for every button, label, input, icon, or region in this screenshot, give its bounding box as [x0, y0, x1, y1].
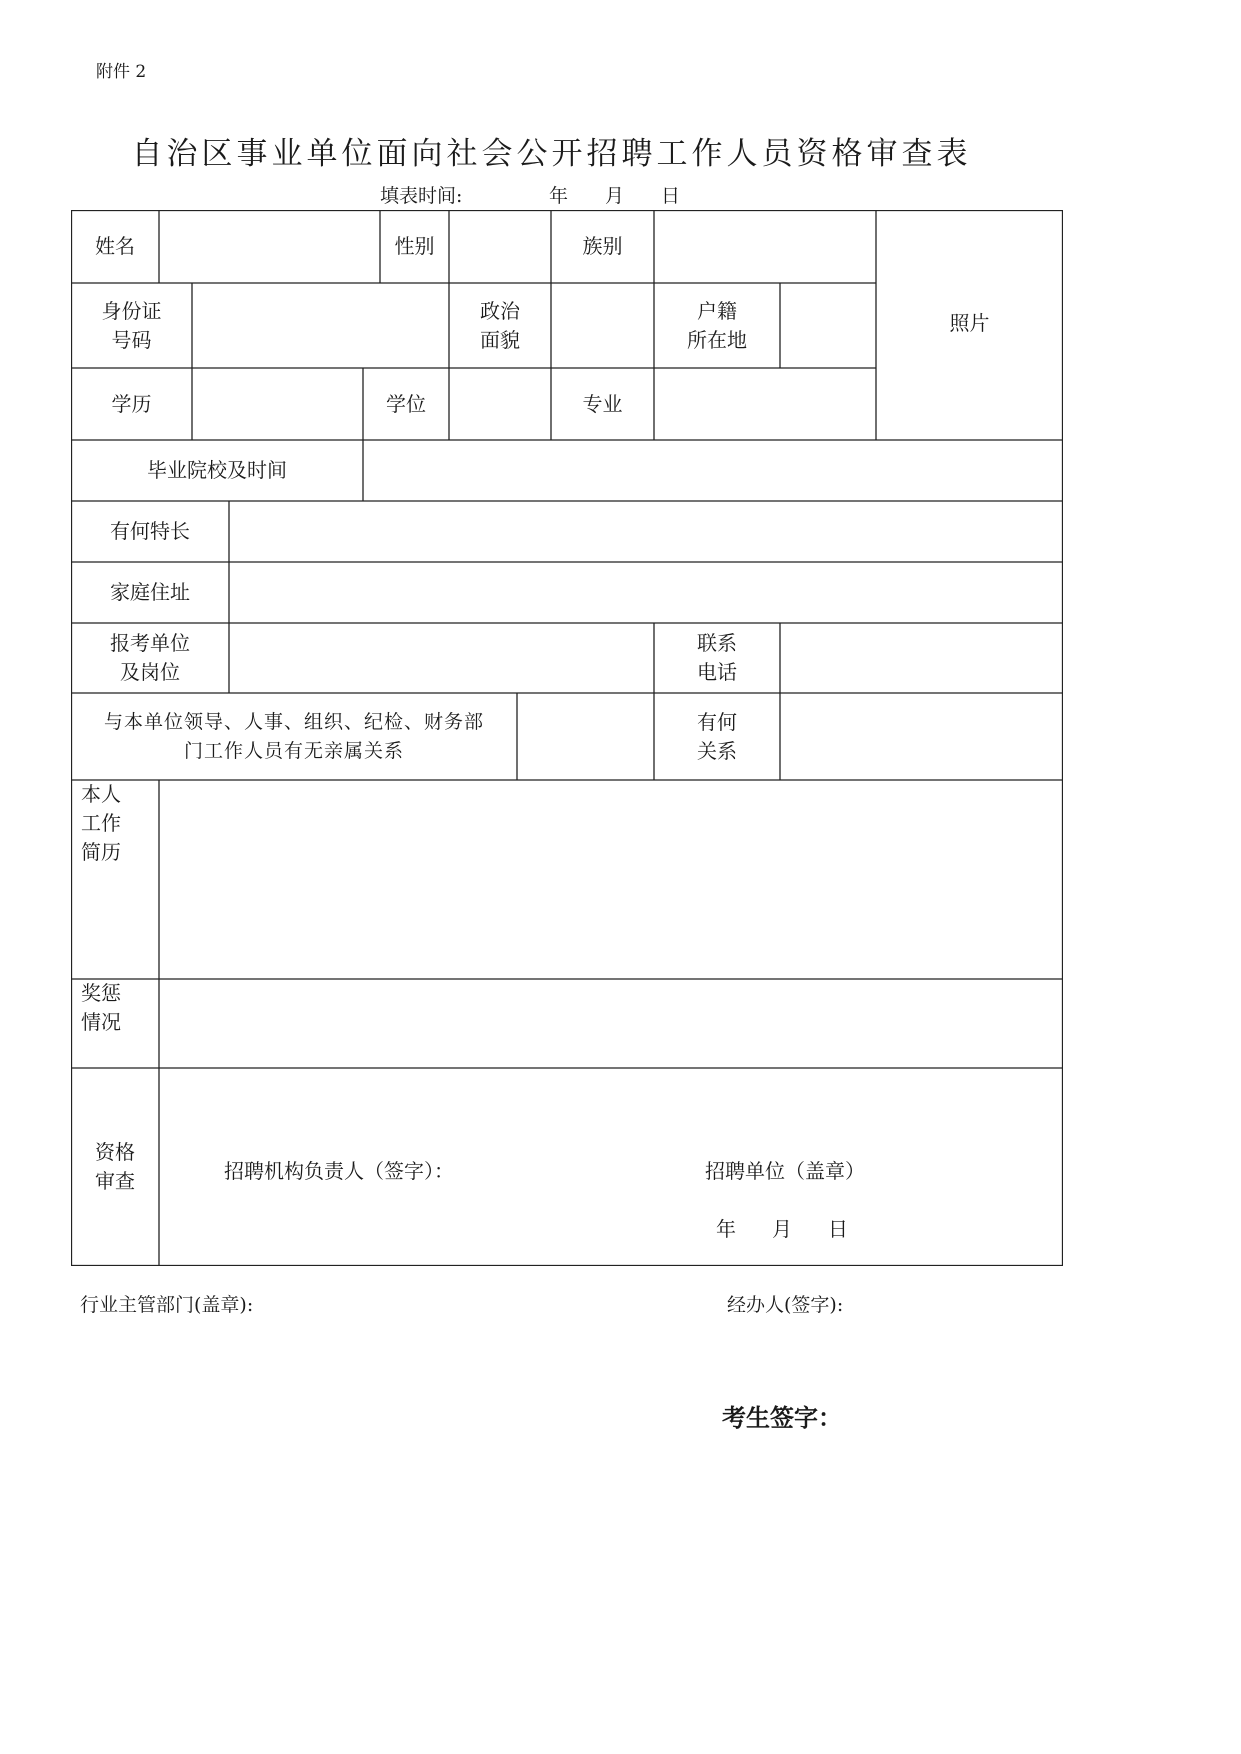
apply-unit-input-cell[interactable] [229, 623, 654, 693]
resume-label-line3: 简历 [81, 840, 121, 864]
resume-input-cell[interactable] [159, 780, 1063, 979]
school-label: 毕业院校及时间 [147, 458, 287, 482]
specialty-input-cell[interactable] [229, 501, 1063, 562]
id-number-input-cell[interactable] [192, 283, 449, 368]
degree-label: 学位 [386, 391, 426, 416]
review-form-table [71, 210, 1063, 1266]
phone-label-line2: 电话 [697, 660, 737, 684]
candidate-signature-label: 考生签字： [722, 1404, 842, 1432]
apply-unit-label-line2: 及岗位 [120, 660, 180, 684]
hukou-label-line1: 户籍 [697, 298, 737, 323]
degree-input-cell[interactable] [449, 368, 551, 440]
hukou-input-cell[interactable] [780, 283, 876, 368]
hukou-label [654, 283, 780, 368]
ethnicity-input-cell[interactable] [654, 210, 876, 283]
phone-label [654, 623, 780, 693]
photo-box[interactable] [876, 210, 1063, 440]
political-status-label-line1: 政治 [480, 298, 520, 323]
political-status-label-line2: 面貌 [480, 327, 520, 352]
name-input-cell[interactable] [159, 210, 380, 283]
relation-type-label [654, 693, 780, 780]
photo-label: 照片 [949, 310, 990, 335]
relation-type-input-cell[interactable] [780, 693, 1063, 780]
qualification-review-line2: 审查 [95, 1169, 135, 1193]
apply-unit-label-line1: 报考单位 [110, 631, 190, 655]
review-date-month: 月 [772, 1217, 792, 1241]
qualification-review-line1: 资格 [95, 1140, 135, 1164]
relation-type-label-line2: 关系 [697, 738, 737, 763]
attachment-label: 附件 2 [96, 62, 147, 82]
fill-date-year: 年 [549, 185, 569, 207]
fill-date-day: 日 [661, 185, 681, 207]
relatives-answer-cell[interactable] [517, 693, 654, 780]
school-input-cell[interactable] [363, 440, 1063, 501]
fill-date-label: 填表时间: [380, 185, 463, 207]
major-label: 专业 [582, 391, 623, 416]
gender-label: 性别 [394, 234, 435, 258]
address-input-cell[interactable] [229, 562, 1063, 623]
ethnicity-label: 族别 [582, 234, 623, 258]
handler-signature-label: 经办人(签字): [727, 1294, 844, 1316]
reward-input-cell[interactable] [159, 979, 1063, 1068]
political-status-label [449, 283, 551, 368]
review-date-day: 日 [828, 1217, 848, 1241]
relatives-question-line2: 门工作人员有无亲属关系 [183, 739, 404, 762]
education-input-cell[interactable] [192, 368, 363, 440]
apply-unit-label [71, 623, 229, 693]
resume-label-line2: 工作 [81, 811, 121, 835]
relatives-question-line1: 与本单位领导、人事、组织、纪检、财务部 [103, 710, 484, 733]
form-title: 自治区事业单位面向社会公开招聘工作人员资格审查表 [131, 136, 972, 172]
id-number-label-line1: 身份证 [101, 298, 162, 323]
resume-label-line1: 本人 [81, 782, 121, 806]
address-label: 家庭住址 [110, 580, 190, 604]
reward-label-line1: 奖惩 [81, 981, 121, 1005]
reward-label [81, 979, 159, 1068]
phone-input-cell[interactable] [780, 623, 1063, 693]
qualification-review-label [71, 1068, 159, 1266]
name-label: 姓名 [95, 234, 135, 258]
specialty-label: 有何特长 [110, 519, 190, 543]
gender-input-cell[interactable] [449, 210, 551, 283]
review-date-year: 年 [716, 1217, 736, 1241]
relatives-question-label [71, 693, 517, 780]
political-status-input-cell[interactable] [551, 283, 654, 368]
review-leader-signature-label: 招聘机构负责人（签字）： [224, 1159, 454, 1183]
major-input-cell[interactable] [654, 368, 876, 440]
hukou-label-line2: 所在地 [687, 327, 747, 352]
review-unit-seal-label: 招聘单位（盖章） [705, 1159, 865, 1183]
relation-type-label-line1: 有何 [697, 709, 737, 734]
phone-label-line1: 联系 [697, 631, 737, 655]
id-number-label [71, 283, 192, 368]
fill-date-month: 月 [605, 185, 625, 207]
industry-dept-seal-label: 行业主管部门(盖章): [80, 1294, 254, 1316]
id-number-label-line2: 号码 [111, 327, 152, 352]
education-label: 学历 [111, 391, 152, 416]
resume-label [81, 780, 159, 979]
reward-label-line2: 情况 [81, 1010, 121, 1034]
